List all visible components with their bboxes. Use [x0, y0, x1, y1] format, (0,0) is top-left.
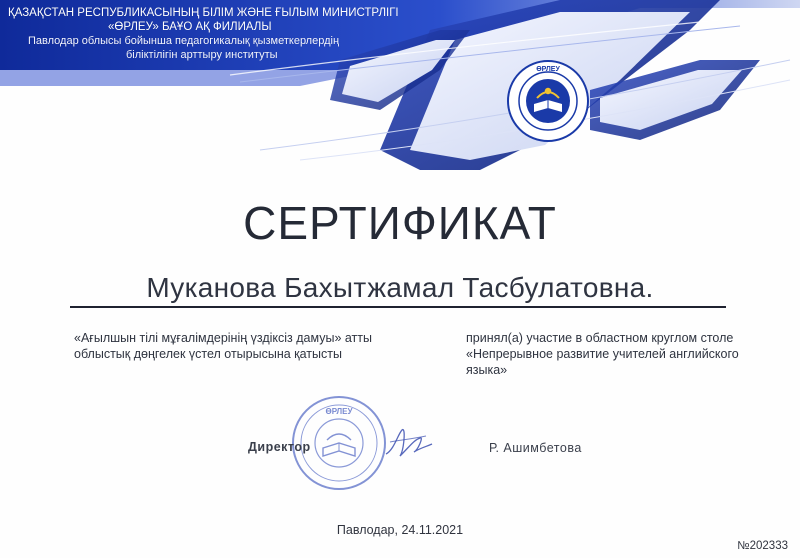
participation-kazakh: «Ағылшын тілі мұғалімдерінің үздіксіз дамуы» атты облыстық дөңгелек үстел отырысына қатысты [74, 331, 372, 361]
name-underline [70, 306, 726, 308]
place-and-date: Павлодар, 24.11.2021 [336, 523, 464, 537]
ministry-name: ҚАЗАҚСТАН РЕСПУБЛИКАСЫНЫҢ БІЛІМ ЖӘНЕ ҒЫЛЫМ МИНИСТРЛІГІ [8, 7, 399, 19]
certificate-title: СЕРТИФИКАТ [243, 197, 557, 249]
organization-header [8, 6, 408, 62]
institute-name-line2: біліктілігін арттыру институты [126, 49, 278, 61]
certificate-number: №202333 [737, 540, 788, 552]
open-book-icon [323, 434, 355, 456]
orleu-logo [507, 60, 589, 142]
recipient-name: Муканова Бахытжамал Тасбулатовна. [146, 272, 654, 303]
director-signature [380, 420, 436, 466]
participation-russian: принял(а) участие в областном круглом столе «Непрерывное развитие учителей английского языка» [466, 331, 739, 377]
director-name: Р. Ашимбетова [489, 441, 582, 455]
logo-text: ӨРЛЕУ [536, 66, 560, 73]
stamp-text: ӨРЛЕУ [325, 407, 353, 416]
director-label: Директор [248, 440, 311, 454]
branch-name: «ӨРЛЕУ» БАҰО АҚ ФИЛИАЛЫ [108, 21, 272, 33]
institute-name-line1: Павлодар облысы бойынша педагогикалық қызметкерлердің [28, 35, 340, 47]
